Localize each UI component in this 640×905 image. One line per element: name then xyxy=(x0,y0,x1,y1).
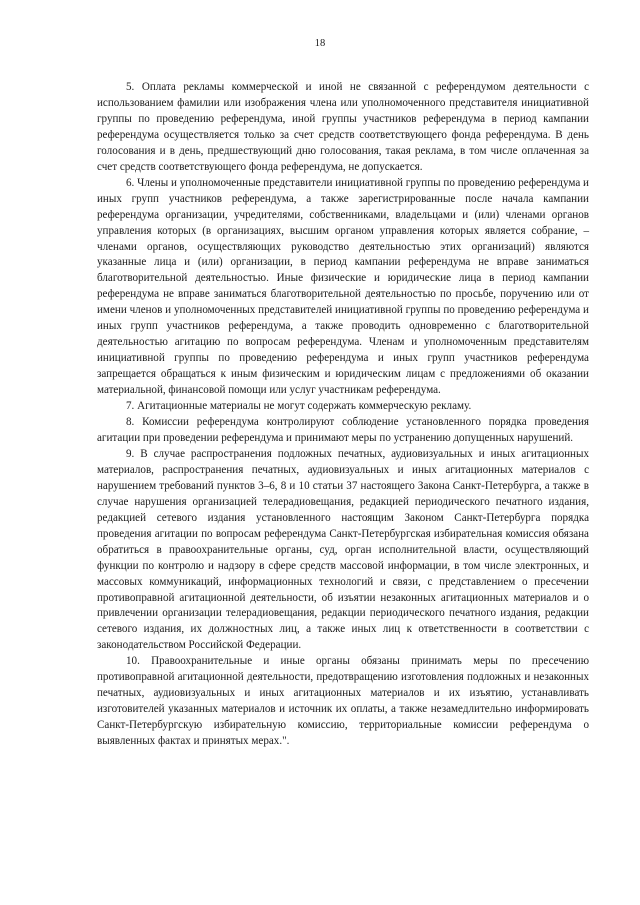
paragraph-8: 8. Комиссии референдума контролируют соблюдение установленного порядка проведения агитации при проведении референдума и принимают меры по устранению допущенных нарушений. xyxy=(97,416,589,444)
paragraph-7: 7. Агитационные материалы не могут содержать коммерческую рекламу. xyxy=(126,400,472,413)
paragraph-5: 5. Оплата рекламы коммерческой и иной не связанной с референдумом деятельности с использованием фамилии или изображения члена или уполномоченного представителя инициативной группы по проведению референдума, иной группы участников референдума в период кампании референдума осуществляется только за счет средств соответствующего фонда референдума. В день голосования и в день, предшествующий дню голосования, такая реклама, в том числе оплаченная за счет средств соответствующего фонда референдума, не допускается. xyxy=(97,81,589,173)
paragraph-10: 10. Правоохранительные и иные органы обязаны принимать меры по пресечению противоправной агитационной деятельности, предотвращению изготовления подложных и незаконных печатных, аудиовизуальных и иных агитационных материалов и их изъятию, устанавливать изготовителей указанных материалов и источник их оплаты, а также незамедлительно информировать Санкт-Петербургскую избирательную комиссию, территориальные комиссии референдума о выявленных фактах и принятых мерах.". xyxy=(97,655,589,748)
paragraph-9: 9. В случае распространения подложных печатных, аудиовизуальных и иных агитационных материалов, распространения печатных, аудиовизуальных и иных агитационных материалов с нарушением требований пунктов 3–6, 8 и 10 статьи 37 настоящего Закона Санкт-Петербурга, а также в случае нарушения организацией телерадиовещания, редакцией периодического печатного издания, редакцией сетевого издания установленного настоящим Законом Санкт-Петербурга порядка проведения агитации по вопросам референдума Санкт-Петербургская избирательная комиссия обязана обратиться в правоохранительные органы, суд, орган исполнительной власти, осуществляющий функции по контролю и надзору в сфере средств массовой информации, в том числе электронных, и массовых коммуникаций, информационных технологий и связи, с представлением о пресечении противоправной агитационной деятельности, об изъятии незаконных агитационных материалов и о привлечении организации телерадиовещания, редакции периодического печатного издания, редакции сетевого издания, их должностных лиц, а также иных лиц к ответственности в соответствии с законодательством Российской Федерации. xyxy=(97,447,589,652)
document-body xyxy=(97,80,589,750)
paragraph-6: 6. Члены и уполномоченные представители инициативной группы по проведению референдума и иных групп участников референдума, а также зарегистрированные после начала кампании референдума организации, учредителями, собственниками, владельцами и (или) членами органов управления которых (в организациях, высшим органом управления которых является собрание, – членами органов, осуществляющих руководство деятельностью этих организаций) являются указанные лица и (или) организации, в период кампании референдума не вправе заниматься благотворительной деятельностью. Иные физические и юридические лица в период кампании референдума не вправе заниматься благотворительной деятельностью по просьбе, поручению или от имени членов и уполномоченных представителей инициативной группы по проведению референдума и иных групп участников референдума, а также проводить одновременно с благотворительной деятельностью агитацию по вопросам референдума. Членам и уполномоченным представителям инициативной группы по проведению референдума и иных групп участников референдума запрещается обращаться к иным физическим и юридическим лицам с предложениями об оказании материальной, финансовой помощи или услуг участникам референдума. xyxy=(97,176,589,397)
page-number: 18 xyxy=(314,38,326,49)
